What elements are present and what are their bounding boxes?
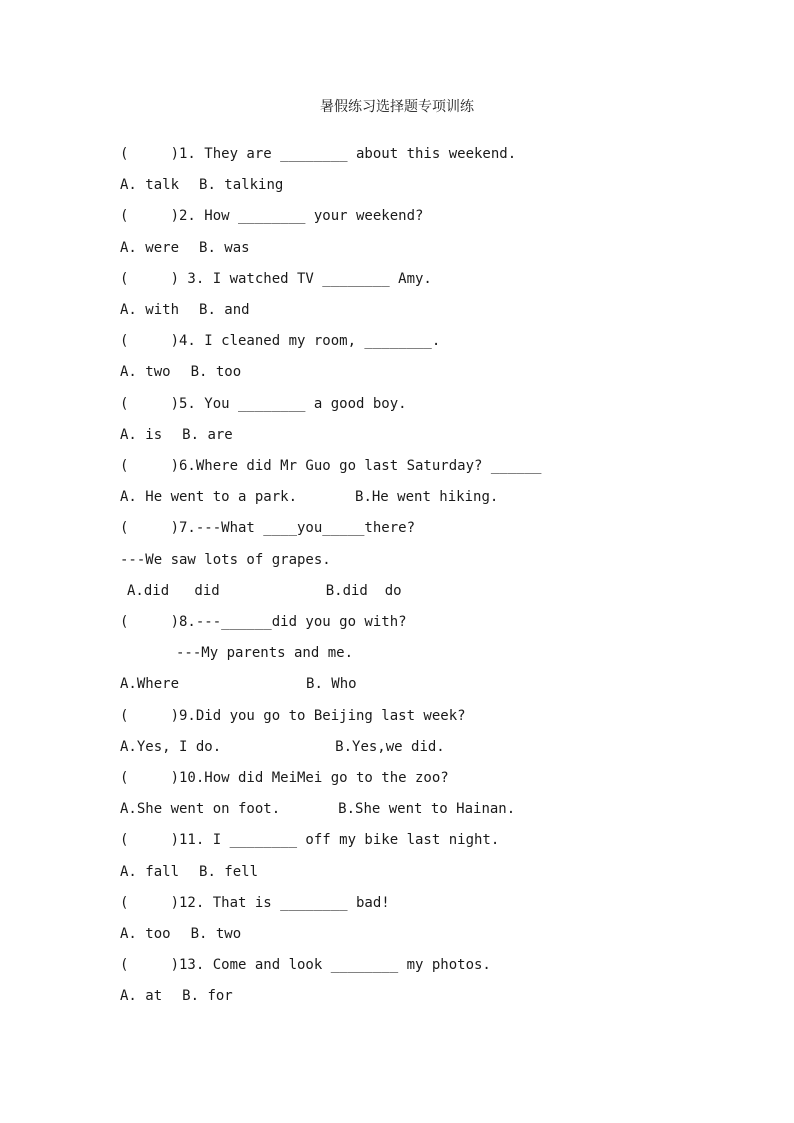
- question-7-options: [127, 581, 402, 601]
- question-6-stem: ( )6.Where did Mr Guo go last Saturday? ______: [120, 458, 542, 474]
- option-a: A. talk: [120, 177, 180, 193]
- question-10-options: [120, 799, 515, 819]
- question-8-options: [120, 674, 357, 694]
- question-6-options: [120, 487, 498, 507]
- option-b: B. fell: [199, 864, 259, 880]
- option-a: A. fall: [120, 864, 180, 880]
- option-b: B. too: [190, 364, 242, 380]
- option-b: B.She went to Hainan.: [338, 801, 516, 817]
- question-5-options: [120, 425, 233, 445]
- question-11-options: [120, 862, 258, 882]
- option-a: A. is: [120, 427, 163, 443]
- question-8-stem: ( )8.---______did you go with?: [120, 614, 407, 630]
- option-a: A. were: [120, 240, 180, 256]
- question-12-stem: ( )12. That is ________ bad!: [120, 895, 390, 911]
- question-9-stem: ( )9.Did you go to Beijing last week?: [120, 708, 466, 724]
- question-10-stem: ( )10.How did MeiMei go to the zoo?: [120, 770, 449, 786]
- option-b: B.He went hiking.: [355, 489, 499, 505]
- option-a: A. too: [120, 926, 171, 942]
- option-b: B. are: [182, 427, 233, 443]
- question-5-stem: ( )5. You ________ a good boy.: [120, 396, 407, 412]
- page-title: 暑假练习选择题专项训练: [320, 99, 474, 115]
- question-8-answer-line: ---My parents and me.: [176, 645, 354, 661]
- question-13-options: [120, 986, 233, 1006]
- question-7-stem: ( )7.---What ____you_____there?: [120, 520, 416, 536]
- question-3-stem: ( ) 3. I watched TV ________ Amy.: [120, 271, 432, 287]
- option-b: B. two: [190, 926, 242, 942]
- option-b: B. for: [182, 988, 233, 1004]
- option-a: A.She went on foot.: [120, 801, 281, 817]
- option-b: B.Yes,we did.: [335, 739, 445, 755]
- question-2-stem: ( )2. How ________ your weekend?: [120, 208, 424, 224]
- option-a: A. at: [120, 988, 163, 1004]
- option-a: A. with: [120, 302, 180, 318]
- question-2-options: [120, 238, 250, 258]
- question-12-options: [120, 924, 241, 944]
- option-b: B.did do: [325, 583, 402, 599]
- question-11-stem: ( )11. I ________ off my bike last night.: [120, 832, 500, 848]
- question-1-options: [120, 175, 283, 195]
- option-b: B. was: [199, 240, 250, 256]
- option-b: B. and: [199, 302, 250, 318]
- option-a: A.Where: [120, 676, 180, 692]
- question-7-answer-line: ---We saw lots of grapes.: [120, 552, 331, 568]
- option-b: B. talking: [199, 177, 284, 193]
- question-9-options: [120, 737, 445, 757]
- question-4-stem: ( )4. I cleaned my room, ________.: [120, 333, 441, 349]
- question-3-options: [120, 300, 250, 320]
- question-1-stem: ( )1. They are ________ about this weekend.: [120, 146, 517, 162]
- option-a: A. He went to a park.: [120, 489, 298, 505]
- option-a: A.Yes, I do.: [120, 739, 222, 755]
- option-a: A. two: [120, 364, 171, 380]
- question-4-options: [120, 362, 241, 382]
- option-b: B. Who: [306, 676, 357, 692]
- question-13-stem: ( )13. Come and look ________ my photos.: [120, 957, 491, 973]
- option-a: A.did did: [127, 583, 220, 599]
